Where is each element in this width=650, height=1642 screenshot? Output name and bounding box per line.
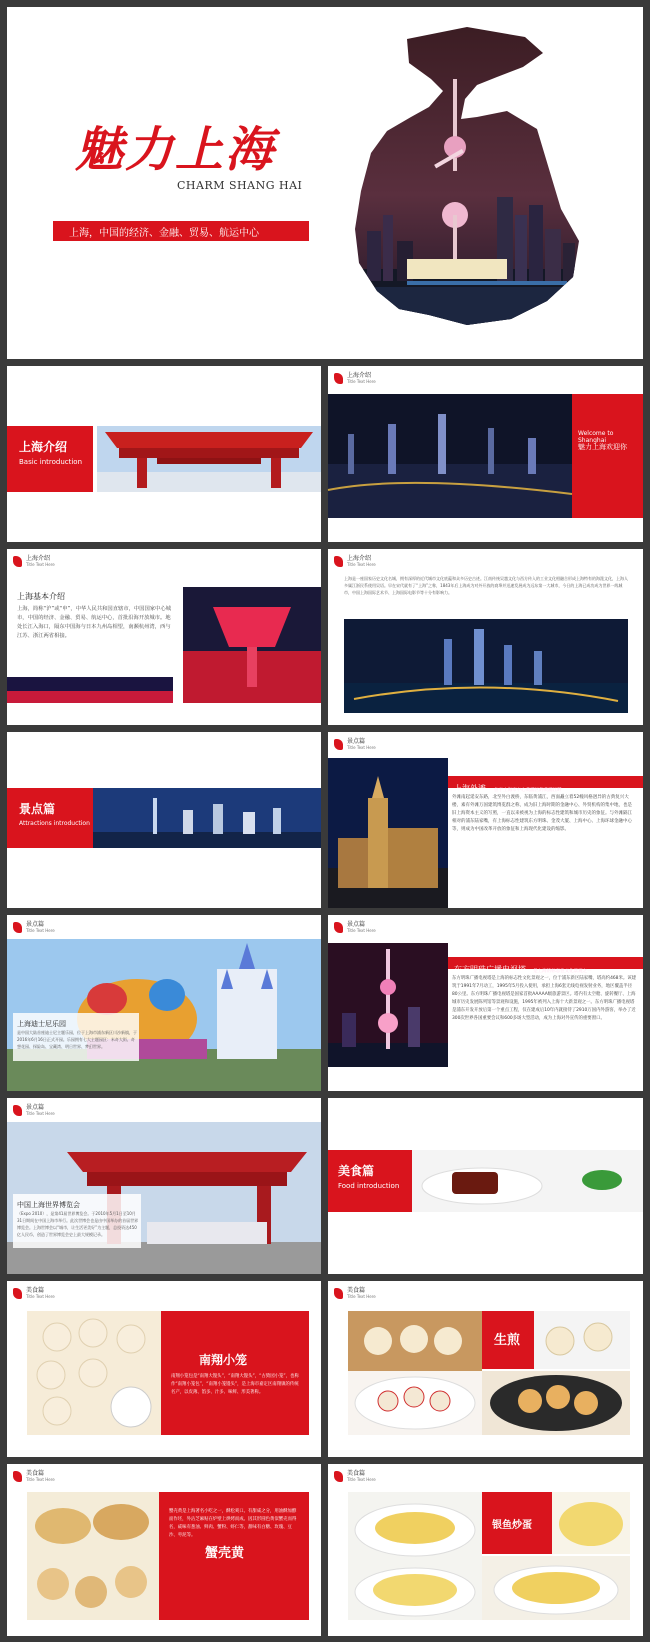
header-subtitle: Title Text Here	[347, 1477, 376, 1482]
bund-title: 上海外滩	[454, 784, 486, 793]
pearl-title-bar	[448, 957, 643, 974]
disney-slide	[7, 915, 321, 1091]
basic-intro-heading: 上海基本介绍	[17, 592, 65, 601]
xiaolong-box	[161, 1311, 309, 1435]
seal-icon	[334, 922, 343, 933]
header-subtitle: Title Text Here	[26, 562, 55, 567]
slide-header	[334, 1287, 376, 1299]
header-title: 美食篇	[26, 1470, 45, 1477]
pudong-skyline-night-image	[344, 619, 628, 713]
bund-skyline-image	[93, 788, 321, 848]
header-subtitle: Title Text Here	[347, 562, 376, 567]
slide-header	[334, 1470, 376, 1482]
xiekehuang-slide	[7, 1464, 321, 1636]
header-subtitle: Title Text Here	[26, 1111, 55, 1116]
xiekehuang-name: 蟹壳黄	[205, 1546, 245, 1561]
header-title: 美食篇	[347, 1287, 366, 1294]
header-title: 景点篇	[26, 921, 45, 928]
basic-intro-slide	[7, 549, 321, 725]
header-title: 上海介绍	[347, 372, 372, 379]
pearl-title: 东方明珠广播电视塔	[454, 965, 526, 974]
oriental-pearl-slide	[328, 915, 643, 1091]
expo-slide	[7, 1098, 321, 1274]
seal-icon	[13, 1471, 22, 1482]
header-subtitle: Title Text Here	[347, 745, 376, 750]
expo-night-strip-image	[7, 677, 173, 703]
intro-welcome-slide	[328, 366, 643, 542]
yinyu-dish-small-image	[552, 1492, 630, 1554]
shengjian-pan-image	[482, 1371, 630, 1435]
section-intro-title: 上海介绍	[19, 440, 68, 454]
header-title: 美食篇	[26, 1287, 45, 1294]
bund-title-bar	[448, 776, 643, 793]
welcome-box	[572, 394, 643, 518]
expo-caption-title: 中国上海世界博览会	[17, 1201, 80, 1209]
header-subtitle: Title Text Here	[26, 1477, 55, 1482]
section-food-slide	[328, 1098, 643, 1274]
header-subtitle: Title Text Here	[347, 1294, 376, 1299]
history-body: 上海是一座国家历史文化名城，拥有深厚的近代城市文化底蕴和众多历史古迹。江南传统吴越文化与西方传入的工业文化相融合形成上海特有的海派文化，上海人多属江浙民系使用吴语。早在宋代就有了“上海”之称，1843年后上海成为对外开放的商埠并迅速发展成为远东第一大城市，今日的上海已成功成为世界一线城市，中国上海国际艺术节、上海国际电影节等十分有影响力。	[344, 576, 628, 595]
basic-intro-body: 上海，简称“沪”或“申”，中华人民共和国直辖市，中国国家中心城市，中国的经济、金融、贸易、航运中心，首批沿海开放城市。地处长江入海口，隔东中国海与日本九州岛相望，南濒杭州湾，西与江苏、浙江两省相接。	[17, 606, 171, 639]
cover-subtitle: CHARM SHANG HAI	[177, 179, 303, 192]
xiekehuang-desc: 蟹壳黄是上海著名小吃之一，酥松爽口。有甜咸之分，用油酥加酵面作坯，外沾芝麻贴在炉壁上烘烤而成。因其形圆色黄似蟹壳而得名，咸味有葱油、鲜肉、蟹粉、虾仁等，甜味有白糖、玫瑰、豆沙、枣泥等。	[169, 1509, 297, 1538]
slide-header	[13, 921, 55, 933]
slide-header	[334, 738, 376, 750]
xiaolong-desc: 南翔小笼包是“南翔大馒头”，“南翔大馒头”，“古猗园小笼”，也称作“南翔小笼包”，“南翔小笼馒头”，是上海市嘉定区南翔镇的传统名产，以皮薄、馅多、汁多、味鲜、形美著称。	[171, 1374, 299, 1395]
xiaolong-name: 南翔小笼	[199, 1353, 248, 1367]
shengjian-plate-image	[348, 1371, 482, 1435]
yinyu-dish-large-image	[348, 1492, 482, 1620]
section-food-box	[328, 1150, 412, 1212]
shengjian-steamer-image	[348, 1311, 482, 1371]
section-intro-subtitle: Basic introduction	[19, 458, 83, 466]
section-food-subtitle: Food introduction	[338, 1182, 400, 1190]
disney-caption-body: 是中国大陆首座迪士尼主题乐园，位于上海市浦东新区川沙新镇，于2016年6月16日正式开园。乐园拥有七大主题园区：米奇大街、奇想花园、探险岛、宝藏湾、明日世界、梦幻世界。	[17, 1030, 137, 1049]
pearl-title-sub: 是上海的标志性文化景观之一	[533, 969, 592, 974]
bund-slide	[328, 732, 643, 908]
xiaolongbao-image	[27, 1311, 161, 1435]
pearl-body: 东方明珠广播电视塔是上海的标志性文化景观之一，位于浦东新区陆家嘴，塔高约468米。该建筑于1991年7月动工，1995年5月投入使用，承担上海6套无线电视发射业务，地区覆盖半径80公里。东方明珠广播电视塔是国家首批AAAAA级旅游景区。塔内有太空舱、旋转餐厅、上海城市历史发展陈列馆等景观和设施，1995年被列入上海十大新景观之一。东方明珠广播电视塔是浦东开发开放后第一个重点工程，仅在建成后10年内就接待了2910万国内外游客，举办了近300次世界各国重要会议和600多场大型活动，成为上海对外宣传的重要窗口。	[452, 976, 637, 1021]
seal-icon	[13, 556, 22, 567]
shengjian-slide	[328, 1281, 643, 1457]
braised-pork-image	[412, 1150, 643, 1212]
seal-icon	[334, 1471, 343, 1482]
seal-icon	[334, 373, 343, 384]
section-attractions-title: 景点篇	[19, 802, 56, 816]
xiaolong-slide	[7, 1281, 321, 1457]
yinyu-name: 银鱼炒蛋	[492, 1520, 532, 1531]
xiekehuang-box	[159, 1492, 309, 1620]
header-subtitle: Title Text Here	[347, 379, 376, 384]
section-food-title: 美食篇	[338, 1164, 375, 1178]
seal-icon	[13, 922, 22, 933]
disney-caption-title: 上海迪士尼乐园	[17, 1020, 66, 1028]
section-attractions-slide	[7, 732, 321, 908]
section-attractions-box	[7, 788, 93, 848]
bund-customs-house-image	[328, 758, 448, 908]
welcome-line-zh: 魅力上海欢迎你	[578, 443, 627, 451]
expo-caption-body: （Expo 2010），是第41届世界博览会。于2010年5月1日至10月31日期间在中国上海市举行。此次世博会也是由中国举办的首届世界博览会。上海世博会以“城市，让生活更美好”为主题，总投资达450亿人民币，创造了世界博览会史上最大规模记录。	[17, 1211, 139, 1237]
header-title: 上海介绍	[26, 555, 51, 562]
seal-icon	[334, 556, 343, 567]
shengjian-box	[482, 1311, 534, 1369]
slide-header	[334, 555, 376, 567]
header-title: 美食篇	[347, 1470, 366, 1477]
slide-header	[334, 921, 376, 933]
header-subtitle: Title Text Here	[26, 928, 55, 933]
header-title: 景点篇	[26, 1104, 45, 1111]
oriental-pearl-tower-image	[328, 943, 448, 1067]
section-intro-box	[7, 426, 93, 492]
section-attractions-subtitle: Attractions introduction	[19, 820, 90, 827]
slide-header	[13, 1104, 55, 1116]
yinyu-slide	[328, 1464, 643, 1636]
section-intro-slide	[7, 366, 321, 542]
shengjian-name: 生煎	[494, 1333, 521, 1348]
cover-title: 魅力上海	[75, 122, 276, 178]
xiekehuang-pastry-image	[27, 1492, 159, 1620]
history-slide	[328, 549, 643, 725]
slide-header	[13, 1470, 55, 1482]
header-subtitle: Title Text Here	[26, 1294, 55, 1299]
yinyu-dish-bottom-image	[482, 1556, 630, 1620]
bund-title-sub: 位于上海市中心黄浦区的黄浦江畔	[494, 788, 562, 793]
yinyu-box	[482, 1492, 552, 1554]
slide-header	[334, 372, 376, 384]
seal-icon	[13, 1288, 22, 1299]
header-title: 上海介绍	[347, 555, 372, 562]
cover-tagline: 上海，中国的经济、金融、贸易、航运中心	[69, 228, 259, 239]
cover-slide	[7, 7, 643, 359]
slide-header	[13, 1287, 55, 1299]
city-night-aerial-image	[328, 394, 572, 518]
header-subtitle: Title Text Here	[347, 928, 376, 933]
seal-icon	[13, 1105, 22, 1116]
shanghai-map-skyline-image	[347, 19, 597, 339]
header-title: 景点篇	[347, 921, 366, 928]
header-title: 景点篇	[347, 738, 366, 745]
expo-pavilion-night-image	[183, 587, 321, 703]
shengjian-buns-image	[534, 1311, 630, 1369]
seal-icon	[334, 1288, 343, 1299]
bund-body: 外滩南起延安东路，北至外白渡桥，东临黄浦江，西面矗立着52幢风格迥异的古典复兴大楼，素有外滩万国建筑博览群之称，成为旧上海时期的金融中心、外贸机构的集中地，也是旧上海资本主义的写照，一直以来被视为上海的标志性建筑和城市历史的象征。与外滩隔江相对的浦东陆家嘴，有上海标志性建筑东方明珠、金茂大厦、上海中心、上海环球金融中心等，则成为中国改革开放的象征和上海现代化建设的缩影。	[452, 795, 632, 832]
slide-header	[13, 555, 55, 567]
welcome-line-en: Welcome to Shanghai	[578, 430, 614, 444]
seal-icon	[334, 739, 343, 750]
china-pavilion-image	[97, 426, 321, 492]
